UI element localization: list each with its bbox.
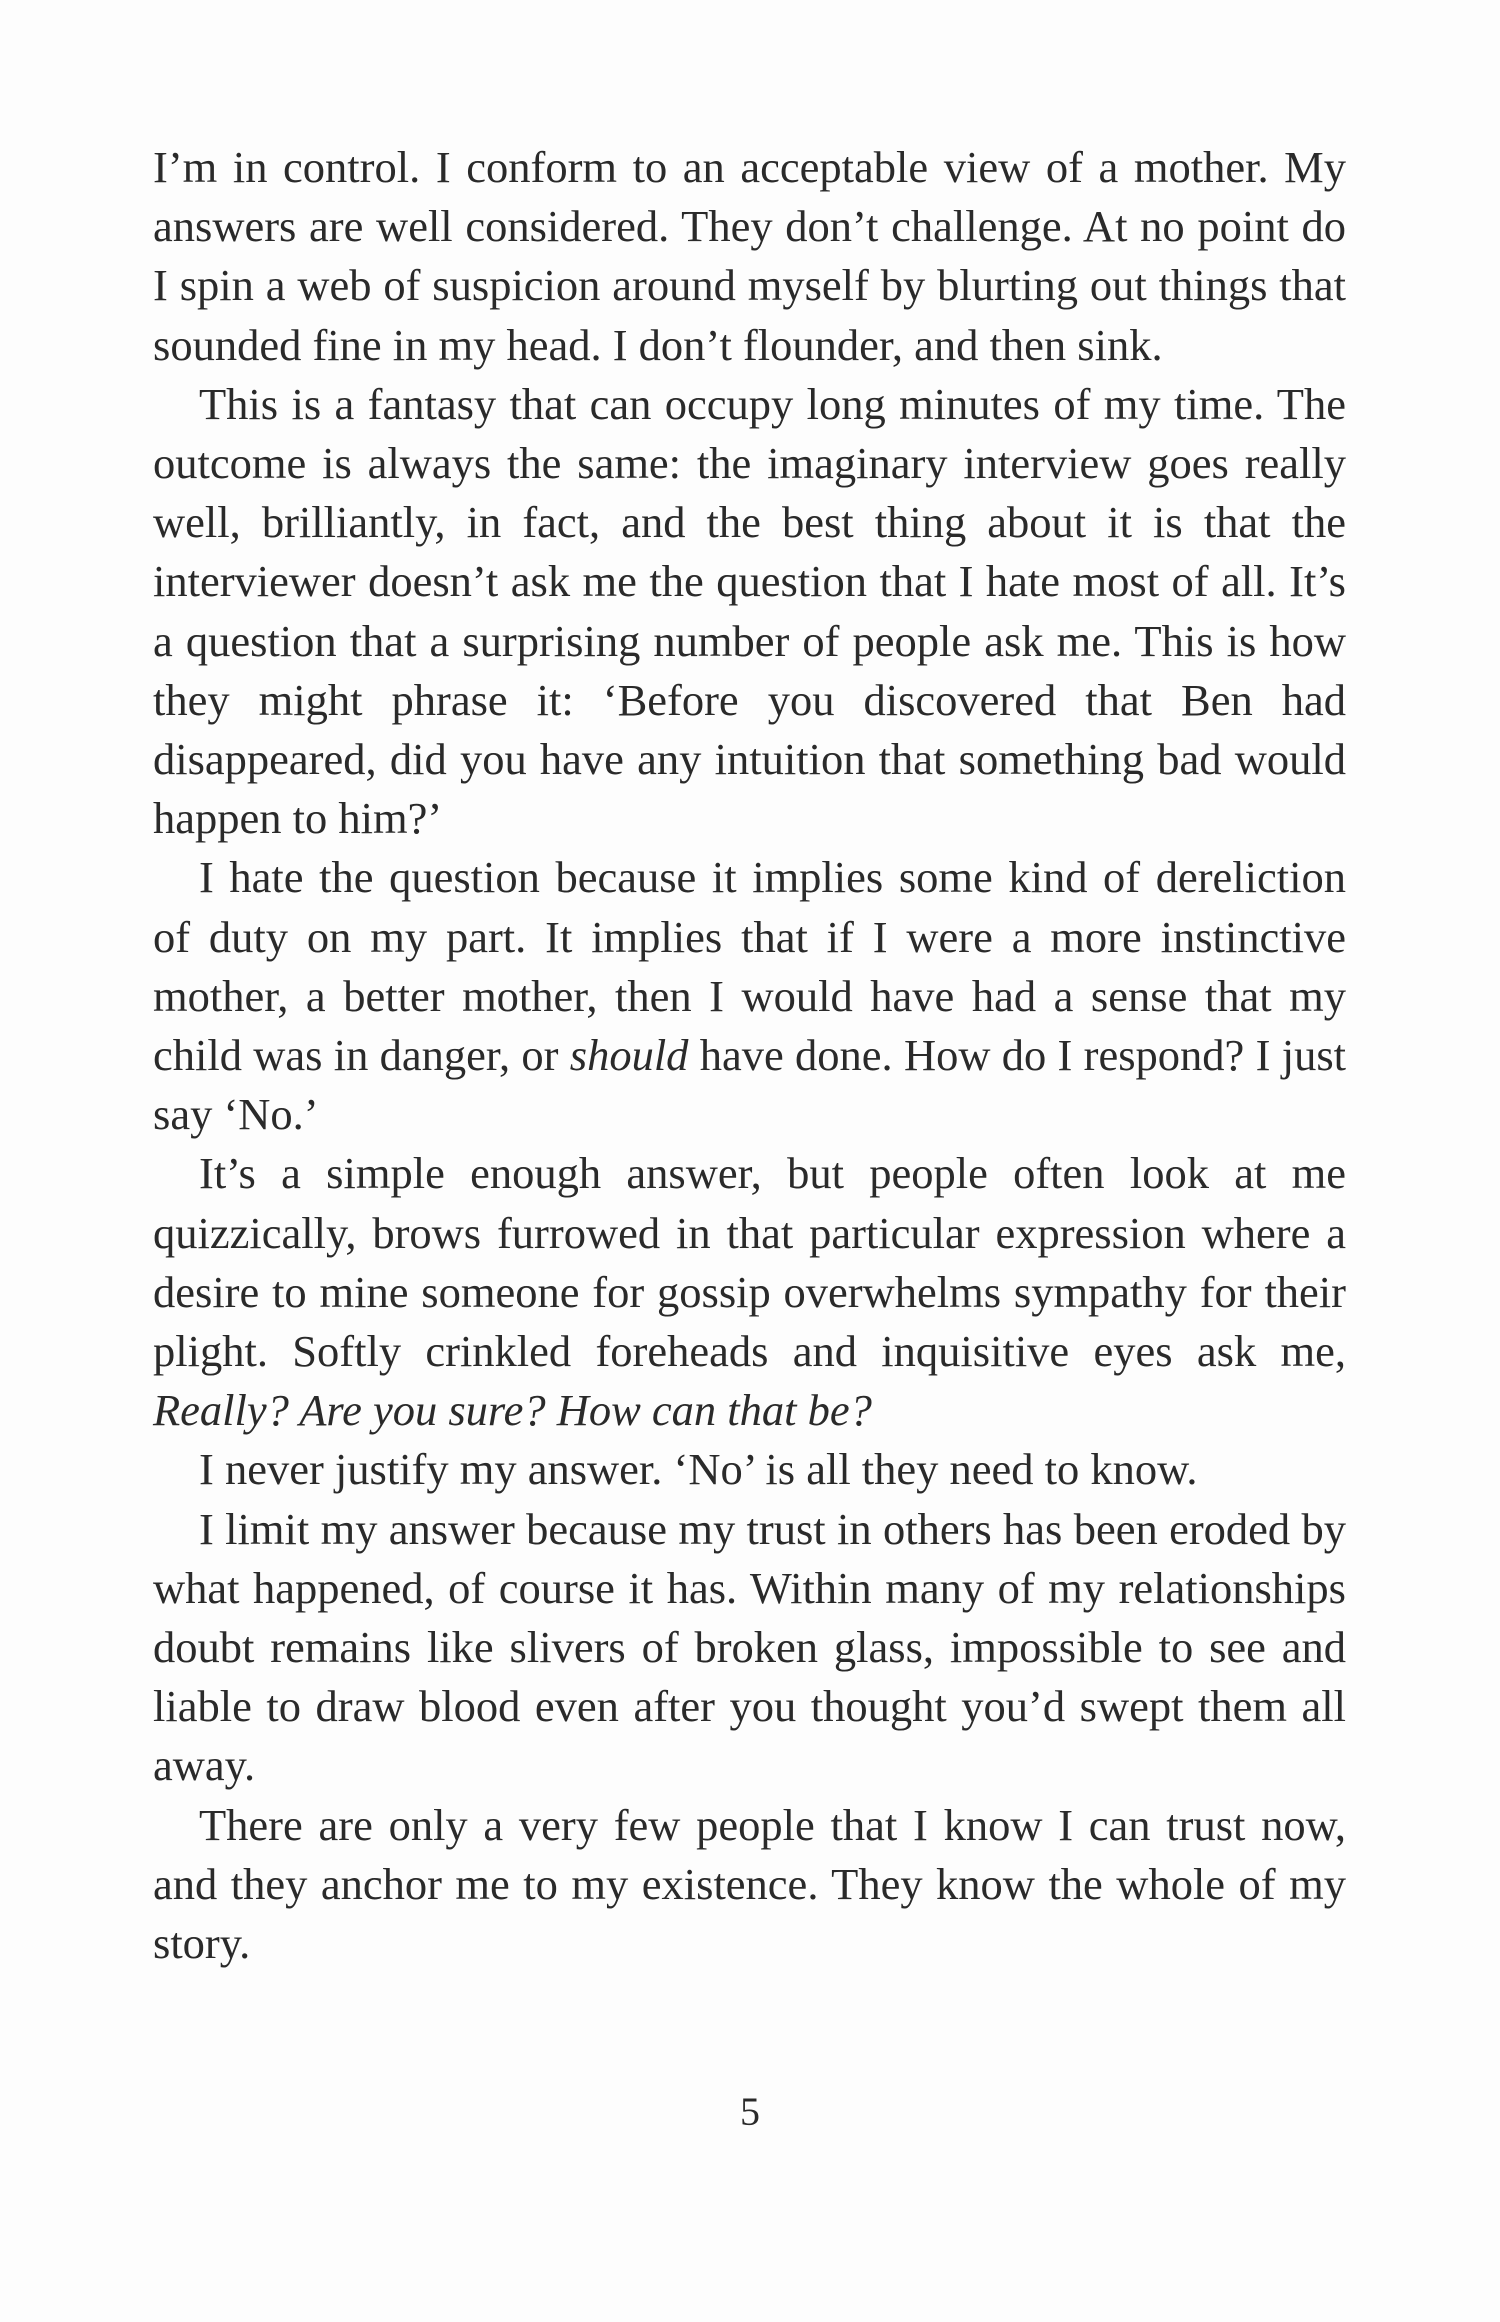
- paragraph-3-italic: should: [569, 1030, 689, 1081]
- page-number: 5: [740, 2089, 760, 2134]
- paragraph-3: [153, 848, 1346, 1144]
- paragraph-4: [153, 1144, 1346, 1440]
- body-text: [153, 138, 1346, 1973]
- paragraph-4-italic: Really? Are you sure? How can that be?: [153, 1385, 872, 1436]
- paragraph-3-text-b: have done. How do I respond? I just say ‘No.’: [153, 1030, 1346, 1140]
- paragraph-1: I’m in control. I conform to an acceptable view of a mother. My answers are well considered. They don’t challenge. At no point do I spin a web of suspicion around myself by blurting out things that sounded fine in my head. I don’t flounder, and then sink.: [153, 142, 1346, 370]
- paragraph-2: This is a fantasy that can occupy long minutes of my time. The outcome is always the same: the imaginary interview goes really well, brilliantly, in fact, and the best thing about it is that the interviewer doesn’t ask me the question that I hate most of all. It’s a question that a surprising number of people ask me. This is how they might phrase it: ‘Before you discovered that Ben had disappeared, did you have any intuition that something bad would happen to him?’: [153, 378, 1346, 844]
- paragraph-7: There are only a very few people that I know I can trust now, and they anchor me to my existence. They know the whole of my story.: [153, 1799, 1346, 1969]
- paragraph-6: I limit my answer because my trust in others has been eroded by what happened, of course it has. Within many of my relationships doubt remains like slivers of broken glass, impossible to see and liable to draw blood even after you thought you’d swept them all away.: [153, 1503, 1346, 1791]
- paragraph-4-text-a: It’s a simple enough answer, but people often look at me quizzically, brows furrowed in that particular expression where a desire to mine someone for gossip overwhelms sympathy for their plight. Softly crinkled foreheads and inquisitive eyes ask me,: [153, 1148, 1346, 1377]
- paragraph-5: I never justify my answer. ‘No’ is all they need to know.: [199, 1444, 1198, 1495]
- paragraph-3-text-a: I hate the question because it implies some kind of dereliction of duty on my part. It implies that if I were a more instinctive mother, a better mother, then I would have had a sense that my child was in danger, or: [153, 852, 1346, 1081]
